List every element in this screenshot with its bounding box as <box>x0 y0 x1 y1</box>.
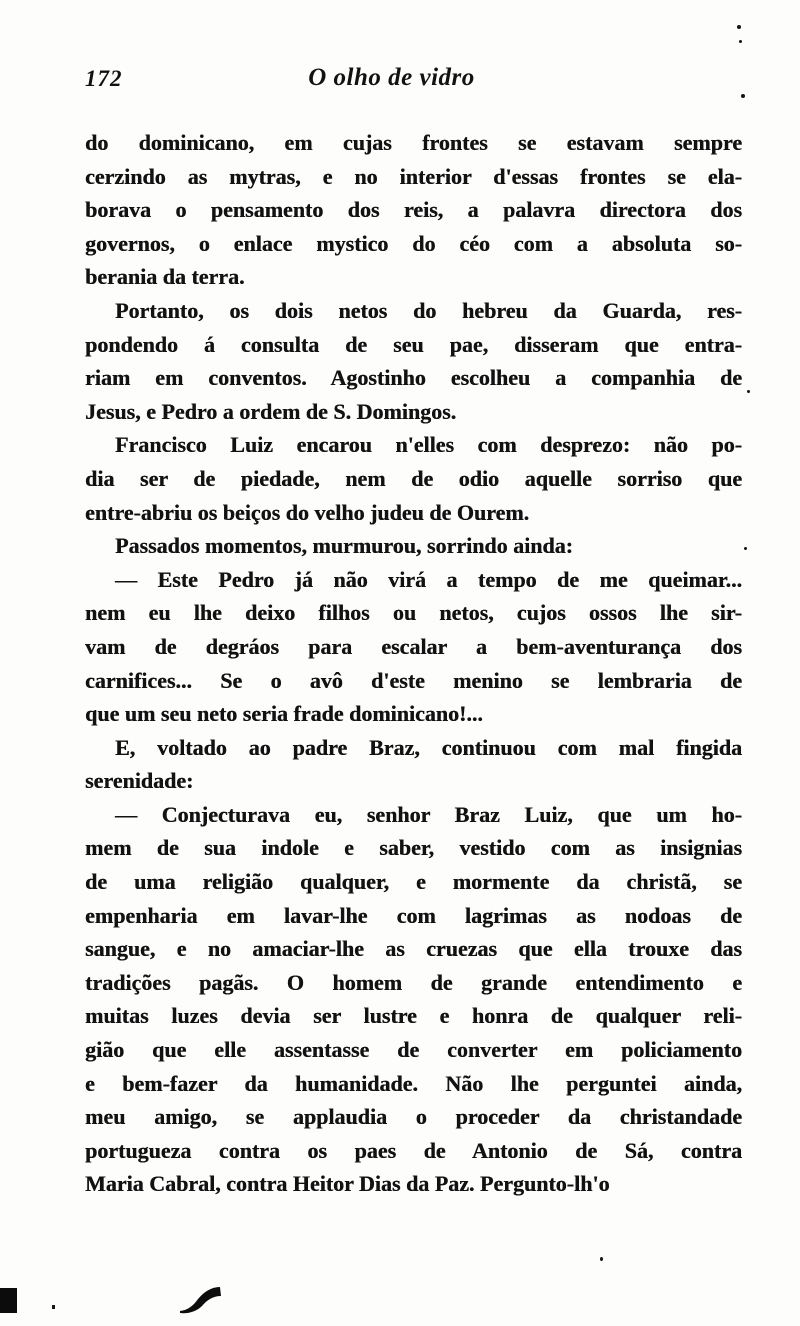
text-line: cerzindo as mytras, e no interior d'essas frontes se ela- <box>85 163 742 189</box>
text-line: pondendo á consulta de seu pae, disseram que entra- <box>85 331 742 357</box>
page-number: 172 <box>85 66 123 91</box>
paragraph <box>85 529 742 563</box>
text-line: meu amigo, se applaudia o proceder da christandade <box>85 1104 742 1130</box>
scan-speck <box>741 94 745 98</box>
ink-blot-square <box>0 1288 17 1313</box>
text-line: — Conjecturava eu, senhor Braz Luiz, que um ho- <box>115 801 742 827</box>
text-line: vam de degráos para escalar a bem-aventurança dos <box>85 633 742 659</box>
text-line: carnifices... Se o avô d'este menino se lembraria de <box>85 667 742 693</box>
paragraph <box>85 563 742 731</box>
text-line: empenharia em lavar-lhe com lagrimas as nodoas de <box>85 902 742 928</box>
text-line: Passados momentos, murmurou, sorrindo ainda: <box>115 533 573 559</box>
text-line: nem eu lhe deixo filhos ou netos, cujos ossos lhe sir- <box>85 600 742 626</box>
text-line: Maria Cabral, contra Heitor Dias da Paz. Pergunto-lh'o <box>85 1171 610 1197</box>
text-line: Francisco Luiz encarou n'elles com desprezo: não po- <box>115 432 742 458</box>
text-line: Portanto, os dois netos do hebreu da Guarda, res- <box>115 297 742 323</box>
text-line: de uma religião qualquer, e mormente da christã, se <box>85 869 742 895</box>
paragraph <box>85 428 742 529</box>
page-header <box>85 64 742 96</box>
text-line: que um seu neto seria frade dominicano!... <box>85 701 483 727</box>
text-body <box>85 126 742 1201</box>
text-line: serenidade: <box>85 768 194 794</box>
text-line: mem de sua indole e saber, vestido com as insignias <box>85 835 742 861</box>
running-title: O olho de vidro <box>308 64 475 91</box>
ink-smudge-swoosh <box>178 1283 224 1315</box>
scan-speck <box>744 547 747 550</box>
paragraph <box>85 126 742 294</box>
text-line: — Este Pedro já não virá a tempo de me queimar... <box>115 566 742 592</box>
paragraph <box>85 798 742 1201</box>
text-line: governos, o enlace mystico do céo com a absoluta so- <box>85 230 742 256</box>
text-line: sangue, e no amaciar-lhe as cruezas que ella trouxe das <box>85 936 742 962</box>
text-line: gião que elle assentasse de converter em policiamento <box>85 1037 742 1063</box>
text-line: borava o pensamento dos reis, a palavra directora dos <box>85 197 742 223</box>
text-line: e bem-fazer da humanidade. Não lhe perguntei ainda, <box>85 1070 742 1096</box>
scan-speck <box>739 40 742 43</box>
text-line: dia ser de piedade, nem de odio aquelle sorriso que <box>85 465 742 491</box>
text-line: muitas luzes devia ser lustre e honra de qualquer reli- <box>85 1003 742 1029</box>
text-line: portugueza contra os paes de Antonio de Sá, contra <box>85 1137 742 1163</box>
text-line: berania da terra. <box>85 264 245 290</box>
text-line: entre-abriu os beiços do velho judeu de Ourem. <box>85 499 530 525</box>
text-line: Jesus, e Pedro a ordem de S. Domingos. <box>85 398 457 424</box>
text-line: tradições pagãs. O homem de grande entendimento e <box>85 969 742 995</box>
text-line: E, voltado ao padre Braz, continuou com mal fingida <box>115 734 742 760</box>
scan-speck <box>52 1305 55 1309</box>
paragraph <box>85 294 742 428</box>
scan-speck <box>737 25 741 29</box>
scan-speck <box>600 1257 603 1261</box>
scan-speck <box>747 390 750 393</box>
text-line: riam em conventos. Agostinho escolheu a companhia de <box>85 365 742 391</box>
paragraph <box>85 731 742 798</box>
text-line: do dominicano, em cujas frontes se estavam sempre <box>85 130 742 155</box>
